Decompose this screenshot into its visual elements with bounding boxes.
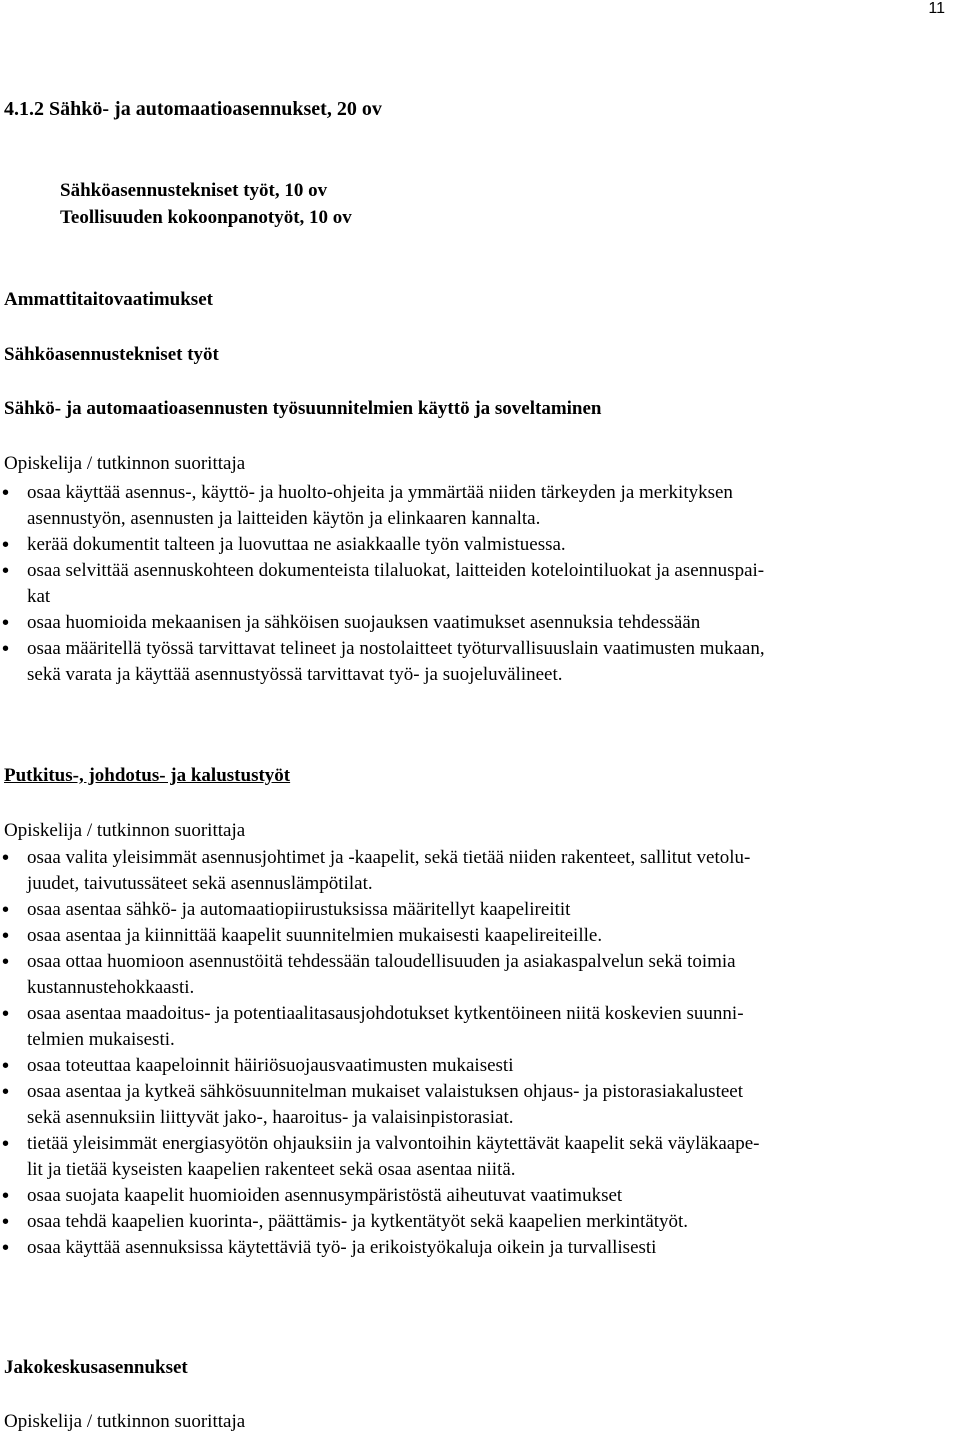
topic-title: Jakokeskusasennukset [4, 1357, 188, 1378]
item-line: osaa ottaa huomioon asennustöitä tehdessään taloudellisuuden ja asiakaspalvelun sekä toimia [27, 951, 736, 972]
item-line: osaa asentaa maadoitus- ja potentiaalitasausjohdotukset kytkentöineen niitä koskevien suunni- [27, 1003, 744, 1024]
list-item [0, 845, 950, 897]
item-line: lit ja tietää kyseisten kaapelien rakenteet sekä osaa asentaa niitä. [27, 1159, 516, 1180]
area-title: Sähköasennustekniset työt [4, 344, 219, 365]
item-line: sekä varata ja käyttää asennustyössä tarvittavat työ- ja suojeluvälineet. [27, 664, 563, 685]
list-item [0, 897, 950, 923]
list-item [0, 610, 950, 636]
list-item [0, 1209, 950, 1235]
item-line: osaa käyttää asennuksissa käytettäviä työ- ja erikoistyökaluja oikein ja turvallisesti [27, 1237, 657, 1258]
item-line: osaa toteuttaa kaapeloinnit häiriösuojausvaatimusten mukaisesti [27, 1055, 514, 1076]
subject-label: Opiskelija / tutkinnon suorittaja [4, 820, 246, 841]
list-item [0, 480, 950, 532]
requirements-list [0, 480, 950, 688]
item-line: kustannustehokkaasti. [27, 977, 195, 998]
topic-title: Putkitus-, johdotus- ja kalustustyöt [4, 765, 291, 786]
subject-label: Opiskelija / tutkinnon suorittaja [4, 453, 246, 474]
subunit-2: Teollisuuden kokoonpanotyöt, 10 ov [60, 207, 352, 228]
item-line: osaa asentaa sähkö- ja automaatiopiirustuksissa määritellyt kaapelireitit [27, 899, 571, 920]
list-item [0, 949, 950, 1001]
item-line: asennustyön, asennusten ja laitteiden käytön ja elinkaaren kannalta. [27, 508, 541, 529]
subunit-1: Sähköasennustekniset työt, 10 ov [60, 180, 328, 201]
list-item [0, 1235, 950, 1261]
list-item [0, 1131, 950, 1183]
topic-title: Sähkö- ja automaatioasennusten työsuunnitelmien käyttö ja soveltaminen [4, 398, 602, 419]
list-item [0, 1001, 950, 1053]
page-number: 11 [928, 0, 945, 17]
item-line: osaa huomioida mekaanisen ja sähköisen suojauksen vaatimukset asennuksia tehdessään [27, 612, 701, 633]
item-line: osaa asentaa ja kiinnittää kaapelit suunnitelmien mukaisesti kaapelireiteille. [27, 925, 603, 946]
item-line: osaa selvittää asennuskohteen dokumenteista tilaluokat, laitteiden kotelointiluokat ja asennuspai- [27, 560, 765, 581]
item-line: kat [27, 586, 51, 607]
item-line: osaa suojata kaapelit huomioiden asennusympäristöstä aiheutuvat vaatimukset [27, 1185, 623, 1206]
item-line: osaa käyttää asennus-, käyttö- ja huolto-ohjeita ja ymmärtää niiden tärkeyden ja merkityksen [27, 482, 733, 503]
item-line: osaa määritellä työssä tarvittavat telineet ja nostolaitteet työturvallisuuslain vaatimusten mukaan, [27, 638, 765, 659]
item-line: tietää yleisimmät energiasyötön ohjauksiin ja valvontoihin käytettävät kaapelit sekä väyläkaape- [27, 1133, 760, 1154]
requirements-heading: Ammattitaitovaatimukset [4, 289, 213, 310]
item-line: juudet, taivutussäteet sekä asennuslämpötilat. [27, 873, 373, 894]
item-line: sekä asennuksiin liittyvät jako-, haaroitus- ja valaisinpistorasiat. [27, 1107, 514, 1128]
list-item [0, 532, 950, 558]
list-item [0, 636, 950, 688]
item-line: telmien mukaisesti. [27, 1029, 175, 1050]
subject-label: Opiskelija / tutkinnon suorittaja [4, 1411, 246, 1432]
item-line: osaa asentaa ja kytkeä sähkösuunnitelman mukaiset valaistuksen ohjaus- ja pistorasiakalusteet [27, 1081, 743, 1102]
list-item [0, 923, 950, 949]
requirements-list [0, 845, 950, 1261]
section-heading: 4.1.2 Sähkö- ja automaatioasennukset, 20 ov [4, 98, 382, 120]
list-item [0, 1053, 950, 1079]
list-item [0, 1183, 950, 1209]
list-item [0, 1079, 950, 1131]
item-line: osaa valita yleisimmät asennusjohtimet ja -kaapelit, sekä tietää niiden rakenteet, sallitut vetolu- [27, 847, 751, 868]
item-line: osaa tehdä kaapelien kuorinta-, päättämis- ja kytkentätyöt sekä kaapelien merkintätyöt. [27, 1211, 689, 1232]
item-line: kerää dokumentit talteen ja luovuttaa ne asiakkaalle työn valmistuessa. [27, 534, 566, 555]
list-item [0, 558, 950, 610]
